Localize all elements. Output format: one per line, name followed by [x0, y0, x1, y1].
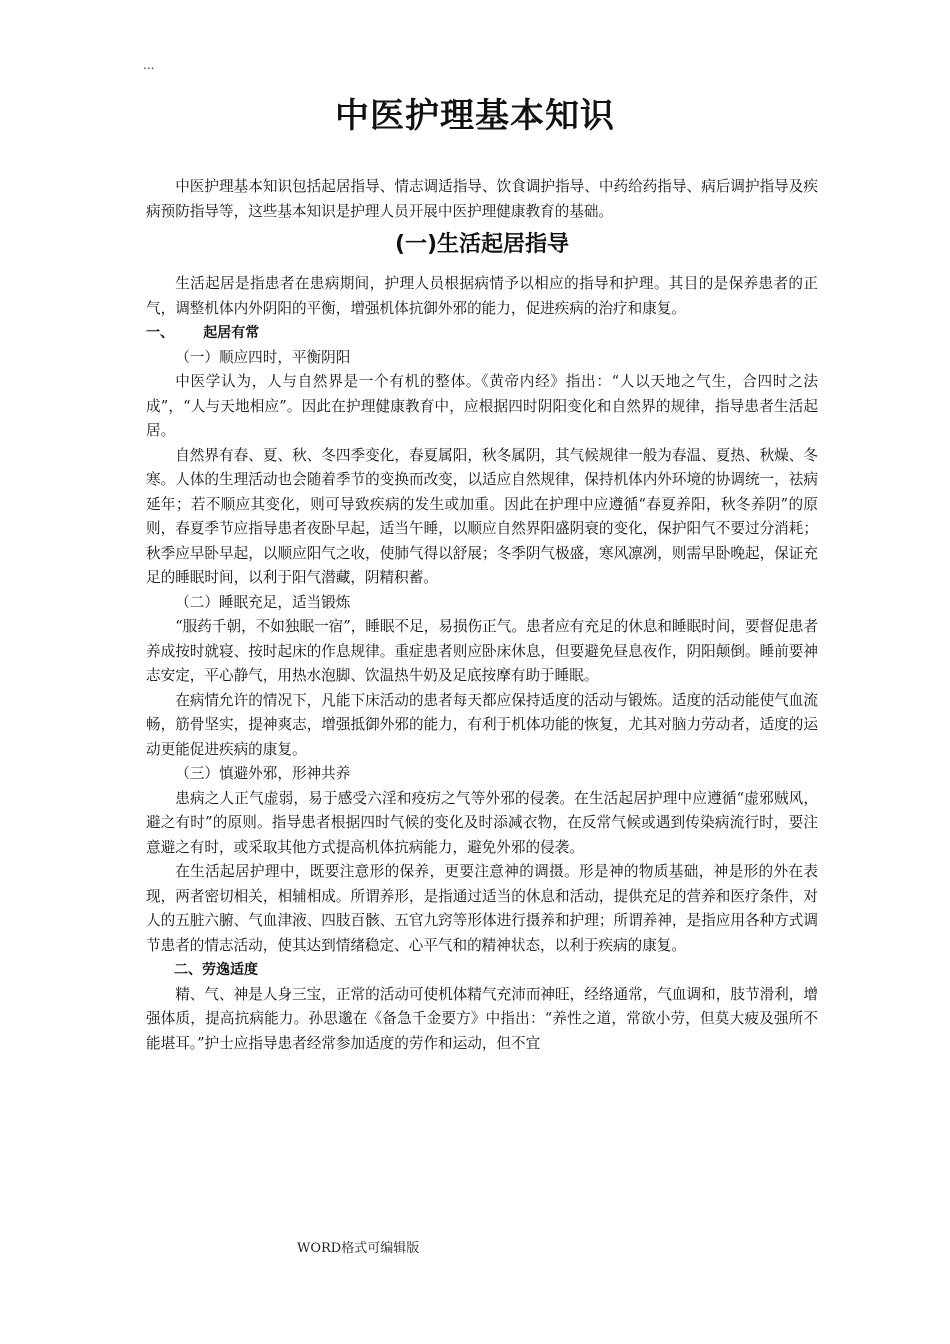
subheading: （二）睡眠充足，适当锻炼: [175, 593, 351, 611]
subheading: （一）顺应四时，平衡阴阳: [175, 348, 351, 366]
document-title: 中医护理基本知识: [335, 96, 615, 136]
body-paragraph: 患病之人正气虚弱，易于感受六淫和疫疠之气等外邪的侵袭。在生活起居护理中应遵循“虚邪贼风，避之有时”的原则。指导患者根据四时气候的变化及时添减衣物，在反常气候或遇到传染病流行时，要注意避之有时，或采取其他方式提高机体抗病能力，避免外邪的侵袭。: [146, 789, 818, 856]
body-paragraph: 精、气、神是人身三宝，正常的活动可使机体精气充沛而神旺，经络通常，气血调和，肢节滑利，增强体质，提高抗病能力。孙思邈在《备急千金要方》中指出：“养性之道，常欲小劳，但莫大疲及强所不能堪耳。”护士应指导患者经常参加适度的劳作和运动，但不宜: [146, 985, 818, 1052]
header-mark: ...: [143, 58, 155, 72]
body-paragraph: 在病情允许的情况下，凡能下床活动的患者每天都应保持适度的活动与锻炼。适度的活动能使气血流畅，筋骨坚实，提神爽志，增强抵御外邪的能力，有利于机体功能的恢复，尤其对脑力劳动者，适度的运动更能促进疾病的康复。: [146, 691, 818, 758]
document-body: [146, 175, 818, 1056]
section-title: (一)生活起居指导: [394, 232, 570, 257]
body-paragraph: “服药千朝，不如独眠一宿”，睡眠不足，易损伤正气。患者应有充足的休息和睡眠时间，要督促患者养成按时就寝、按时起床的作息规律。重症患者则应卧床休息，但要避免昼息夜作，阴阳颠倒。睡前要神志安定，平心静气，用热水泡脚、饮温热牛奶及足底按摩有助于睡眠。: [146, 618, 818, 684]
body-paragraph: 自然界有春、夏、秋、冬四季变化，春夏属阳，秋冬属阴，其气候规律一般为春温、夏热、秋燥、冬寒。人体的生理活动也会随着季节的变换而改变，以适应自然规律，保持机体内外环境的协调统一，祛病延年；若不顺应其变化，则可导致疾病的发生或加重。因此在护理中应遵循“春夏养阳，秋冬养阴”的原则，春夏季节应指导患者夜卧早起，适当午睡，以顺应自然界阳盛阴衰的变化，保护阳气不要过分消耗；秋季应早卧早起，以顺应阳气之收，使肺气得以舒展；冬季阴气极盛，寒风凛冽，则需早卧晚起，保证充足的睡眠时间，以利于阳气潜藏，阴精积蓄。: [146, 446, 818, 586]
intro-paragraph: 中医护理基本知识包括起居指导、情志调适指导、饮食调护指导、中药给药指导、病后调护指导及疾病预防指导等，这些基本知识是护理人员开展中医护理健康教育的基础。: [146, 178, 818, 220]
heading-level1: 一、 起居有常: [146, 325, 260, 341]
subheading: （三）慎避外邪，形神共养: [175, 765, 351, 782]
section-paragraph: 生活起居是指患者在患病期间，护理人员根据病情予以相应的指导和护理。其目的是保养患者的正气，调整机体内外阴阳的平衡，增强机体抗御外邪的能力，促进疾病的治疗和康复。: [146, 275, 818, 317]
body-paragraph: 中医学认为，人与自然界是一个有机的整体。《黄帝内经》指出：“人以天地之气生，合四时之法成”，“人与天地相应”。因此在护理健康教育中，应根据四时阴阳变化和自然界的规律，指导患者生活起居。: [146, 373, 818, 439]
heading-level1: 二、劳逸适度: [174, 962, 258, 978]
body-paragraph: 在生活起居护理中，既要注意形的保养，更要注意神的调摄。形是神的物质基础，神是形的外在表现，两者密切相关，相辅相成。所谓养形，是指通过适当的休息和活动，提供充足的营养和医疗条件，对人的五脏六腑、气血津液、四肢百骸、五官九窍等形体进行摄养和护理；所谓养神，是指应用各种方式调节患者的情志活动，使其达到情绪稳定、心平气和的精神状态，以利于疾病的康复。: [146, 863, 818, 954]
footer-note: WORD格式可编辑版: [297, 1241, 420, 1256]
